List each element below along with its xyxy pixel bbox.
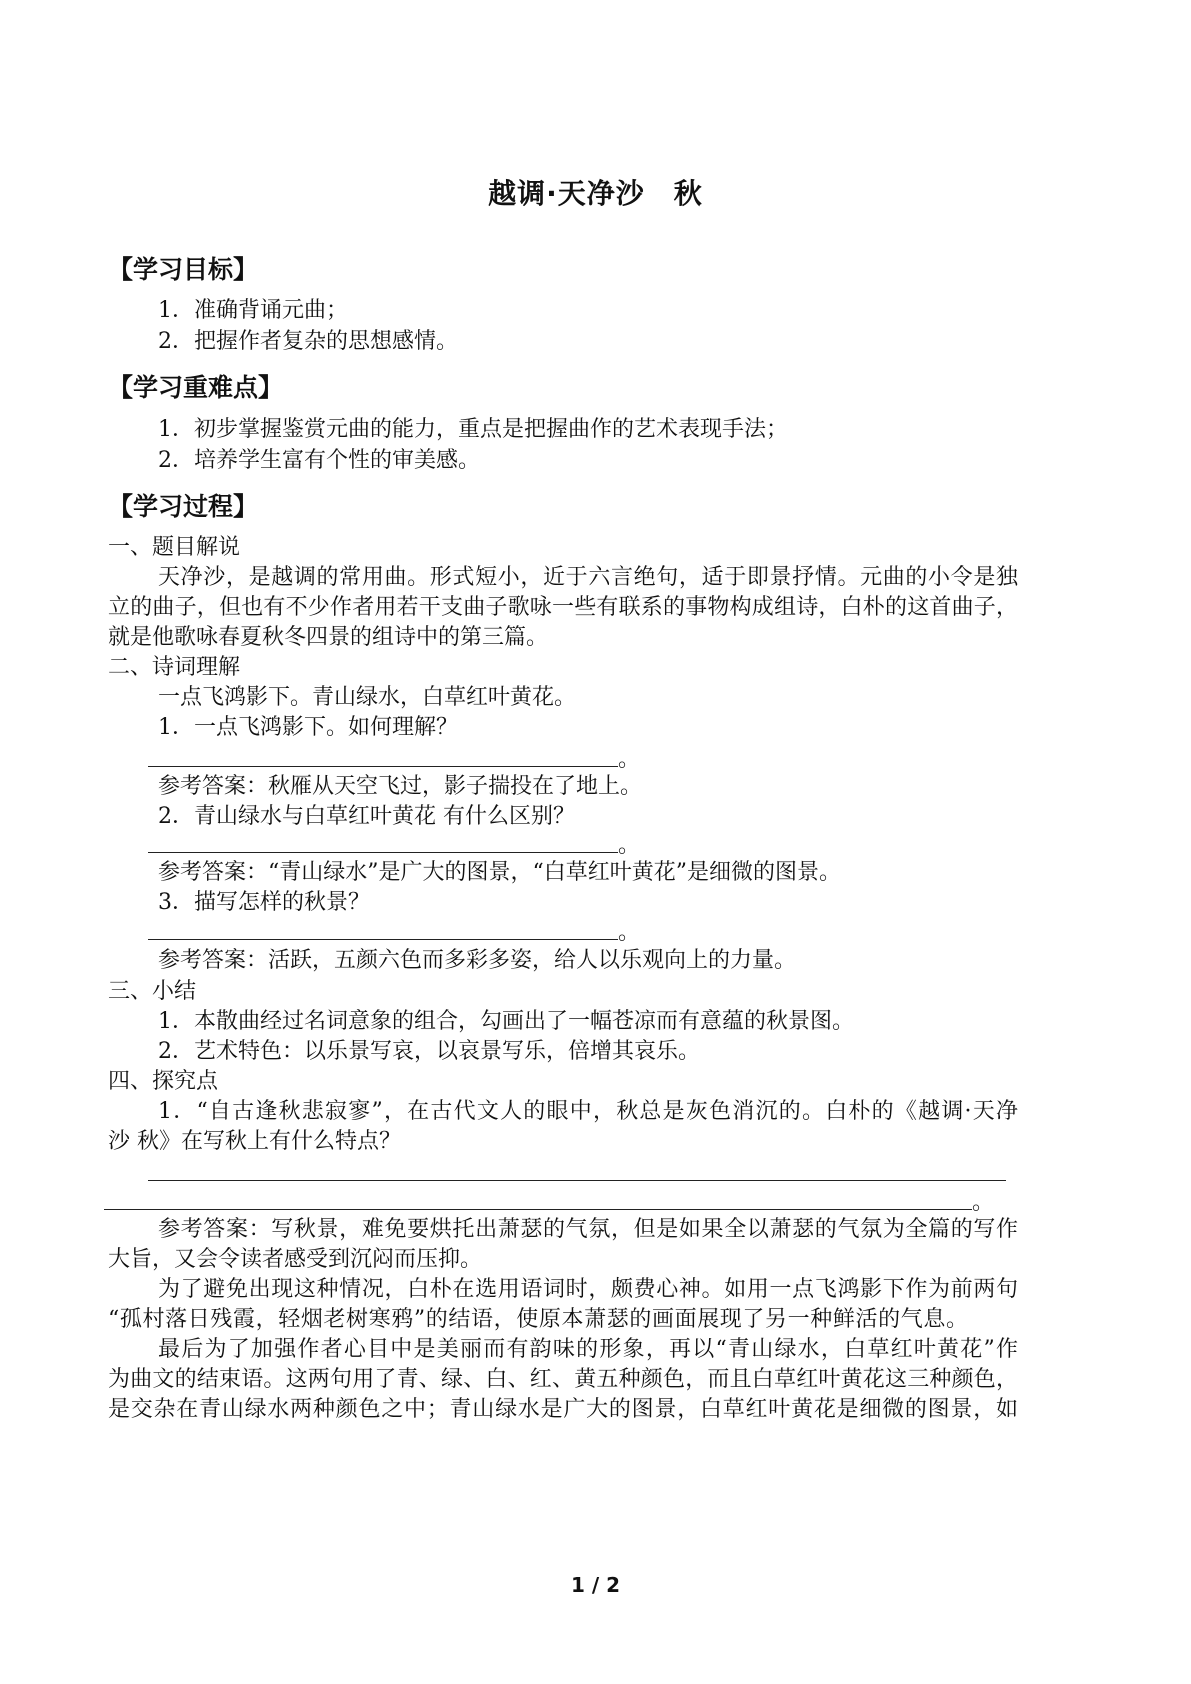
- heading-learning-goals: 【学习目标】: [108, 255, 259, 284]
- answer-blank-4b[interactable]: [104, 1209, 972, 1210]
- goal-item: 1．准确背诵元曲；: [158, 298, 348, 323]
- blank-period: 。: [618, 920, 641, 945]
- summary-item: 1．本散曲经过名词意象的组合，勾画出了一幅苍凉而有意蕴的秋景图。: [158, 1009, 854, 1034]
- page-number: 1 / 2: [570, 1573, 621, 1597]
- part4-heading: 四、探究点: [108, 1069, 219, 1094]
- poem-verse: 一点飞鸿影下。青山绿水，白草红叶黄花。: [158, 685, 577, 710]
- blank-period: 。: [618, 747, 641, 772]
- reference-answer-1: 参考答案：秋雁从天空飞过，影子揣投在了地上。: [158, 774, 643, 799]
- answer-blank-2[interactable]: [148, 852, 618, 853]
- answer-paragraph-line: 参考答案：写秋景，难免要烘托出萧瑟的气氛，但是如果全以萧瑟的气氛为全篇的写作: [158, 1217, 1018, 1242]
- answer-blank-3[interactable]: [148, 939, 618, 940]
- keypoint-item: 1．初步掌握鉴赏元曲的能力，重点是把握曲作的艺术表现手法；: [158, 417, 788, 442]
- goal-item: 2．把握作者复杂的思想感情。: [158, 329, 458, 354]
- heading-key-points: 【学习重难点】: [108, 373, 284, 402]
- part3-heading: 三、小结: [108, 979, 197, 1004]
- summary-item: 2．艺术特色：以乐景写哀，以哀景写乐，倍增其哀乐。: [158, 1039, 700, 1064]
- reference-answer-2: 参考答案：“青山绿水”是广大的图景，“白草红叶黄花”是细微的图景。: [158, 860, 841, 885]
- question-3: 3．描写怎样的秋景？: [158, 890, 370, 915]
- reference-answer-3: 参考答案：活跃，五颜六色而多彩多姿，给人以乐观向上的力量。: [158, 948, 797, 973]
- answer-paragraph-line: 最后为了加强作者心目中是美丽而有韵味的形象，再以“青山绿水，白草红叶黄花”作: [158, 1337, 1018, 1362]
- blank-period: 。: [618, 833, 641, 858]
- answer-paragraph-line: 为了避免出现这种情况，白朴在选用语词时，颇费心神。如用一点飞鸿影下作为前两句: [158, 1277, 1018, 1302]
- answer-paragraph-line: 为曲文的结束语。这两句用了青、绿、白、红、黄五种颜色，而且白草红叶黄花这三种颜色，: [108, 1367, 1018, 1392]
- answer-blank-1[interactable]: [148, 766, 618, 767]
- answer-paragraph-line: 是交杂在青山绿水两种颜色之中；青山绿水是广大的图景，白草红叶黄花是细微的图景，如: [108, 1397, 1018, 1422]
- keypoint-item: 2．培养学生富有个性的审美感。: [158, 448, 480, 473]
- part1-line: 立的曲子，但也有不少作者用若干支曲子歌咏一些有联系的事物构成组诗，白朴的这首曲子，: [108, 595, 1018, 620]
- page-title: 越调·天净沙 秋: [488, 177, 703, 210]
- answer-paragraph-line: 大旨，又会令读者感受到沉闷而压抑。: [108, 1247, 483, 1272]
- blank-period: 。: [972, 1190, 995, 1215]
- part1-line: 天净沙，是越调的常用曲。形式短小，近于六言绝句，适于即景抒情。元曲的小令是独: [158, 565, 1018, 590]
- answer-paragraph-line: “孤村落日残霞，轻烟老树寒鸦”的结语，使原本萧瑟的画面展现了另一种鲜活的气息。: [108, 1307, 968, 1332]
- part1-heading: 一、题目解说: [108, 535, 241, 560]
- part1-line: 就是他歌咏春夏秋冬四景的组诗中的第三篇。: [108, 625, 549, 650]
- question-2: 2．青山绿水与白草红叶黄花 有什么区别？: [158, 804, 575, 829]
- inquiry-question: 1．“自古逢秋悲寂寥”，在古代文人的眼中，秋总是灰色消沉的。白朴的《越调·天净: [158, 1099, 1018, 1124]
- inquiry-question: 沙 秋》在写秋上有什么特点？: [108, 1129, 401, 1154]
- part2-heading: 二、诗词理解: [108, 655, 241, 680]
- question-1: 1．一点飞鸿影下。如何理解？: [158, 715, 458, 740]
- heading-learning-process: 【学习过程】: [108, 492, 259, 521]
- answer-blank-4a[interactable]: [148, 1180, 1006, 1181]
